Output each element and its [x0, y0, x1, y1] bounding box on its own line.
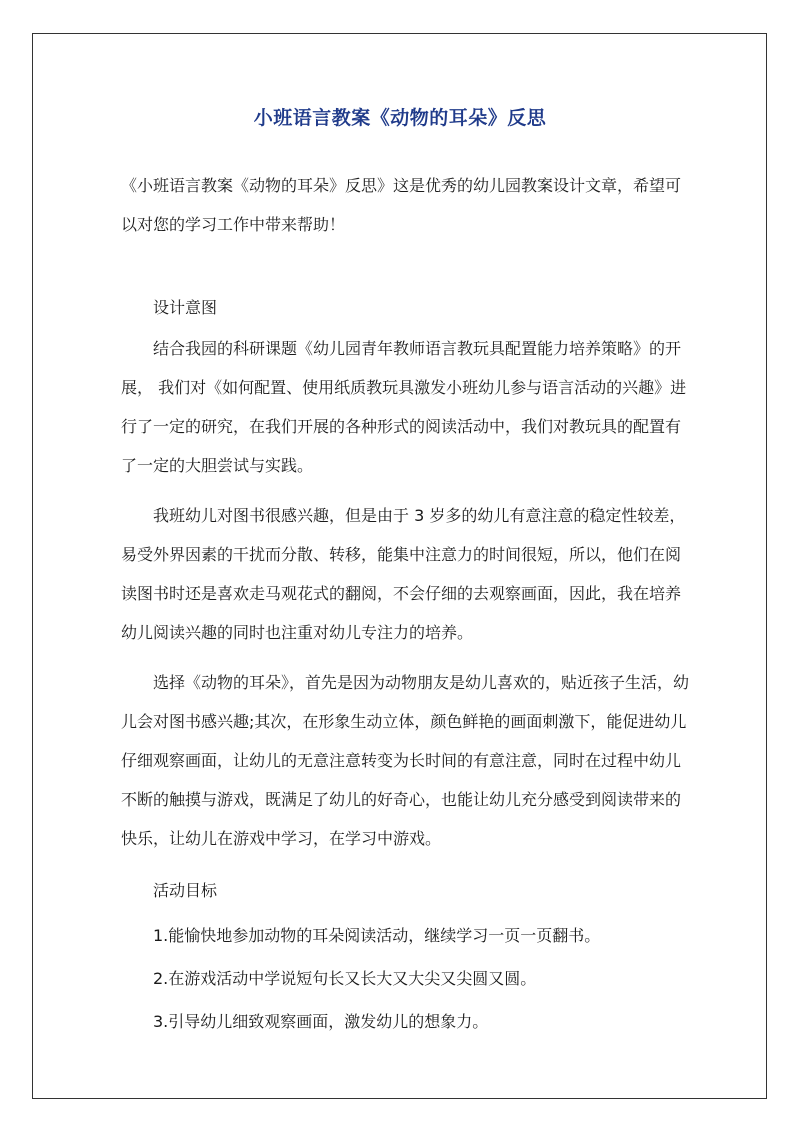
- goal-item-3: 3.引导幼儿细致观察画面，激发幼儿的想象力。: [153, 1012, 489, 1031]
- goal-item-2: 2.在游戏活动中学说短句长又长大又大尖又尖圆又圆。: [153, 969, 537, 988]
- section-heading-design: 设计意图: [153, 298, 218, 317]
- design-paragraph-3: 选择《动物的耳朵》，首先是因为动物朋友是幼儿喜欢的，贴近孩子生活，幼儿会对图书感兴趣;其次，在形象生动立体，颜色鲜艳的画面刺激下，能促进幼儿仔细观察画面，让幼儿的无意注意转变为长时间的有意注意，同时在过程中幼儿不断的触摸与游戏，既满足了幼儿的好奇心，也能让幼儿充分感受到阅读带来的快乐，让幼儿在游戏中学习，在学习中游戏。: [121, 673, 690, 848]
- section-heading-goals: 活动目标: [153, 881, 218, 900]
- design-paragraph-2: 我班幼儿对图书很感兴趣，但是由于 3 岁多的幼儿有意注意的稳定性较差，易受外界因素的干扰而分散、转移，能集中注意力的时间很短，所以，他们在阅读图书时还是喜欢走马观花式的翻阅，不会仔细的去观察画面，因此，我在培养幼儿阅读兴趣的同时也注重对幼儿专注力的培养。: [121, 506, 686, 642]
- intro-paragraph: 《小班语言教案《动物的耳朵》反思》这是优秀的幼儿园教案设计文章，希望可以对您的学习工作中带来帮助！: [121, 176, 682, 234]
- document-title: 小班语言教案《动物的耳朵》反思: [253, 107, 547, 129]
- goal-item-1: 1.能愉快地参加动物的耳朵阅读活动，继续学习一页一页翻书。: [153, 926, 601, 945]
- design-paragraph-1: 结合我园的科研课题《幼儿园青年教师语言教玩具配置能力培养策略》的开展， 我们对《如何配置、使用纸质教玩具激发小班幼儿参与语言活动的兴趣》进行了一定的研究，在我们开展的各种形式的阅读活动中，我们对教玩具的配置有了一定的大胆尝试与实践。: [121, 339, 687, 475]
